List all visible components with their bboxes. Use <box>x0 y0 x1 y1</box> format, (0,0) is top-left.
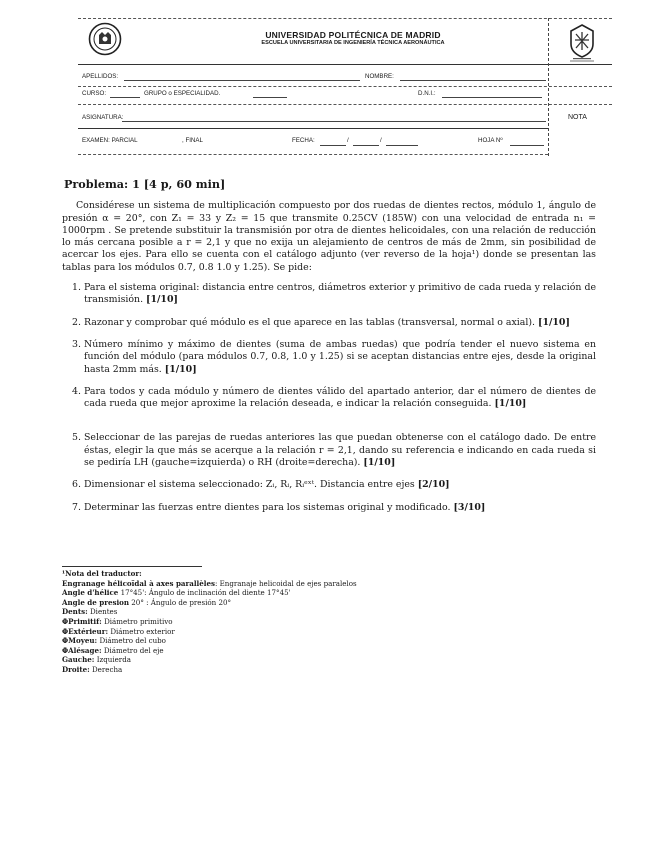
exam-header <box>78 18 612 156</box>
asignatura-label: ASIGNATURA: <box>82 114 124 121</box>
footnote-entry: Gauche: Izquierda <box>62 655 131 665</box>
curso-field[interactable] <box>110 97 140 98</box>
task-item <box>62 479 596 491</box>
hoja-field[interactable] <box>510 145 544 146</box>
header-rule <box>78 104 612 105</box>
problem-title: Problema: 1 [4 p, 60 min] <box>64 177 226 191</box>
fecha-label: FECHA: <box>292 137 315 144</box>
school-name: ESCUELA UNIVERSITARIA DE INGENIERÍA TÉCNICA AERONÁUTICA <box>261 40 445 46</box>
task-points: [1/10] <box>363 457 396 469</box>
fecha-separator: / <box>380 137 382 144</box>
grupo-field[interactable] <box>253 97 287 98</box>
footnote-entry: ΦMoyeu: Diámetro del cubo <box>62 636 166 646</box>
fecha-month-field[interactable] <box>353 145 379 146</box>
school-seal-icon <box>566 22 598 62</box>
header-rule <box>78 64 612 65</box>
nota-label: NOTA <box>568 114 587 121</box>
grupo-label: GRUPO o ESPECIALIDAD. <box>144 90 221 97</box>
header-bottom-rule <box>78 154 548 155</box>
fecha-separator: / <box>347 137 349 144</box>
task-item <box>62 386 596 411</box>
task-text: Determinar las fuerzas entre dientes para los sistemas original y modificado. <box>84 501 451 513</box>
examen-parcial-label: EXAMEN: PARCIAL <box>82 137 138 144</box>
examen-final-label: , FINAL <box>182 137 203 144</box>
nombre-label: NOMBRE: <box>365 73 394 80</box>
translator-footnote <box>62 569 582 675</box>
university-name: UNIVERSIDAD POLITÉCNICA DE MADRID <box>265 30 441 40</box>
task-number: 1. <box>72 282 81 294</box>
footnote-rule <box>62 566 202 567</box>
task-text: Para el sistema original: distancia entre centros, diámetros exterior y primitivo de cada rueda y relación de transmisión. <box>84 282 596 306</box>
task-points: [3/10] <box>453 501 486 513</box>
asignatura-field[interactable] <box>122 121 546 122</box>
task-number: 4. <box>72 385 81 397</box>
footnote-title: ¹Nota del traductor: <box>62 569 142 578</box>
task-text: Razonar y comprobar qué módulo es el que aparece en las tablas (transversal, normal o axial). <box>84 316 536 328</box>
task-number: 3. <box>72 338 81 350</box>
footnote-entry: Angle d'hélice 17°45': Ángulo de inclinación del diente 17°45' <box>62 588 291 598</box>
university-seal-icon <box>88 22 122 56</box>
task-number: 5. <box>72 432 81 444</box>
task-text: Número mínimo y máximo de dientes (suma de ambas ruedas) que podría tender el nuevo sistema en función del módulo (para módulos 0.7, 0.8, 1.0 y 1.25) si se aceptan distancias entre ejes, desde la original hasta 2mm más. <box>84 338 596 375</box>
footnote-entry: Engranage hélicoïdal à axes parallèles: Engranaje helicoidal de ejes paralelos <box>62 578 357 588</box>
task-item <box>62 317 596 329</box>
hoja-label: HOJA Nº <box>478 137 503 144</box>
task-text: Seleccionar de las parejas de ruedas anteriores las que puedan obtenerse con el catálogo dado. De entre éstas, elegir la que más se acerque a la relación r = 2,1, dando su referencia e indicando en cada rueda si se pediría LH (gauche=izquierda) o RH (droite=derecha). <box>84 432 596 469</box>
curso-label: CURSO: <box>82 90 107 97</box>
apellidos-field[interactable] <box>124 80 360 81</box>
task-points: [1/10] <box>538 316 570 328</box>
footnote-entry: ΦAlésage: Diámetro del eje <box>62 645 164 655</box>
task-points: [1/10] <box>164 363 197 375</box>
nombre-field[interactable] <box>400 80 546 81</box>
dni-label: D.N.I.: <box>418 90 436 97</box>
header-rule <box>78 128 548 129</box>
fecha-year-field[interactable] <box>386 145 418 146</box>
task-points: [1/10] <box>146 294 178 306</box>
footnote-entry: ΦExtérieur: Diámetro exterior <box>62 626 175 636</box>
problem-intro: Considérese un sistema de multiplicación compuesto por dos ruedas de dientes rectos, módulo 1, ángulo de presión α = 20°, con Z₁ = 33 y Z₂ = 15 que transmite 0.25CV (185W) con una velocidad de entrada n₁ = 1000rpm . Se pretende substituir la transmisión por otra de dientes helicoidales, con una relación de reducción lo más cercana posible a r = 2,1 y que no exija un alejamiento de centros de más de 2mm, sin posibilidad de acercar los ejes. Para ello se cuenta con el catálogo adjunto (ver reverso de la hoja¹) donde se presentan las tablas para los módulos 0.7, 0.8 1.0 y 1.25). Se pide: <box>62 200 596 273</box>
task-item <box>62 339 596 376</box>
footnote-entry: Droite: Derecha <box>62 664 123 674</box>
task-item <box>62 282 596 307</box>
task-points: [2/10] <box>417 479 450 491</box>
task-number: 2. <box>72 316 81 328</box>
header-top-rule <box>78 18 612 19</box>
task-points: [1/10] <box>494 398 527 410</box>
dni-field[interactable] <box>442 97 542 98</box>
problem-section <box>62 178 596 514</box>
task-text: Dimensionar el sistema seleccionado: Zᵢ, Rᵢ, Rᵢᵉˣᵗ. Distancia entre ejes <box>84 479 415 491</box>
task-text: Para todos y cada módulo y número de dientes válido del apartado anterior, dar el número de dientes de cada rueda que mejor aproxime la relación deseada, e indicar la relación conseguida. <box>84 385 596 410</box>
task-list <box>62 282 596 514</box>
task-number: 6. <box>72 479 81 491</box>
header-divider <box>548 18 549 156</box>
apellidos-label: APELLIDOS: <box>82 73 119 80</box>
task-item <box>62 502 596 514</box>
header-rule <box>78 86 612 87</box>
task-item <box>62 432 596 469</box>
fecha-day-field[interactable] <box>320 145 346 146</box>
footnote-entry: Angle de presion 20° : Ángulo de presión 20° <box>62 597 232 607</box>
task-number: 7. <box>72 501 81 513</box>
footnote-entry: ΦPrimitif: Diámetro primitivo <box>62 616 173 626</box>
footnote-entry: Dents: Dientes <box>62 607 118 617</box>
